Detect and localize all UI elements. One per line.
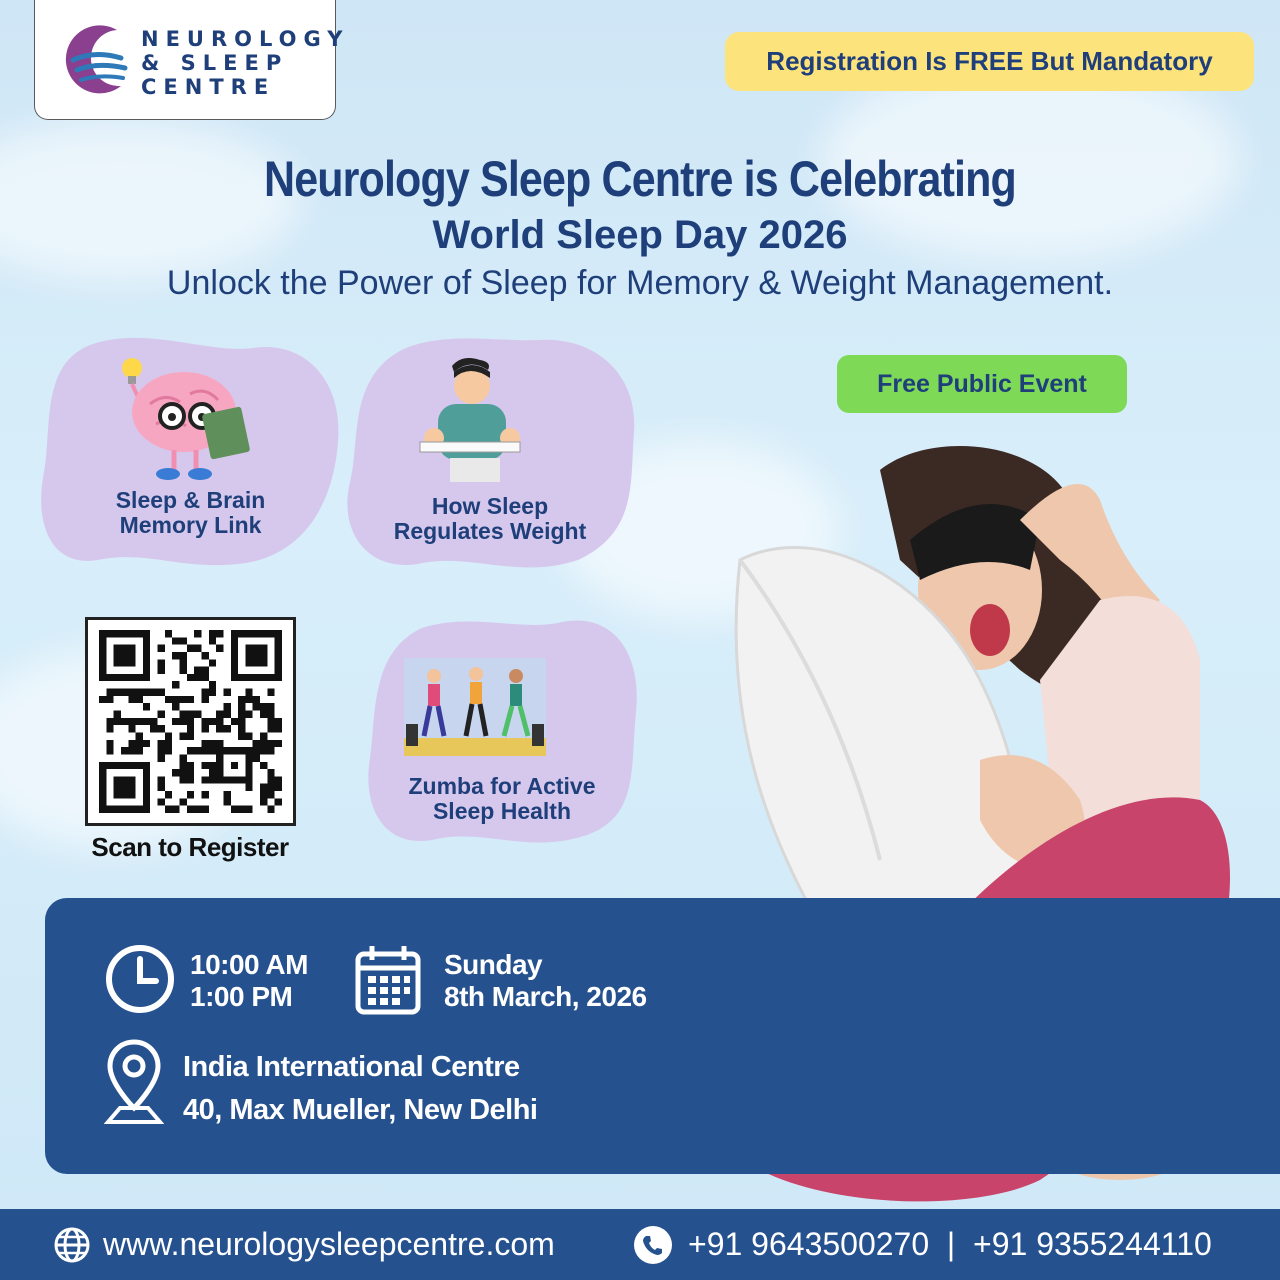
dancers-icon — [404, 658, 546, 756]
clock-icon — [104, 943, 176, 1015]
event-time-start: 10:00 AM — [190, 949, 308, 980]
tagline: Unlock the Power of Sleep for Memory & Weight Management. — [166, 264, 1114, 302]
topic-card-weight — [338, 332, 642, 570]
topic-label: Zumba for Active Sleep Health — [408, 773, 596, 824]
topic-label: How Sleep Regulates Weight — [393, 493, 587, 544]
venue-address: 40, Max Mueller, New Delhi — [183, 1094, 538, 1126]
website-link[interactable]: www.neurologysleepcentre.com — [103, 1226, 555, 1262]
topic-card-zumba — [362, 612, 642, 844]
calendar-icon — [354, 944, 422, 1016]
logo-crescent-icon — [55, 22, 135, 98]
logo-card[interactable] — [34, 0, 350, 120]
event-time — [190, 949, 308, 1013]
topic-card-brain — [38, 332, 343, 570]
page-subtitle: World Sleep Day 2026 — [432, 213, 848, 257]
event-info-panel — [45, 898, 1280, 1174]
phone-numbers[interactable]: +91 9643500270 | +91 9355244110 — [688, 1226, 1212, 1262]
registration-qr-code[interactable] — [85, 617, 296, 826]
logo-text — [141, 27, 350, 99]
event-date — [444, 949, 647, 1013]
measuring-waist-icon — [410, 358, 540, 484]
registration-badge: Registration Is FREE But Mandatory — [725, 32, 1254, 91]
logo-line-1: NEUROLOGY — [141, 27, 350, 51]
logo-line-2: & SLEEP — [141, 51, 289, 75]
location-pin-icon — [104, 1038, 164, 1128]
event-day: Sunday — [444, 949, 543, 980]
free-event-badge: Free Public Event — [837, 355, 1127, 413]
topic-label: Sleep & Brain Memory Link — [115, 487, 266, 538]
event-venue — [183, 1046, 537, 1132]
event-time-end: 1:00 PM — [190, 981, 293, 1012]
page-title: Neurology Sleep Centre is Celebrating — [264, 151, 1016, 207]
venue-name: India International Centre — [183, 1051, 520, 1083]
logo-line-3: CENTRE — [141, 75, 276, 99]
event-date-full: 8th March, 2026 — [444, 981, 647, 1012]
globe-icon — [53, 1226, 91, 1264]
phone-icon — [633, 1225, 673, 1265]
qr-label: Scan to Register — [91, 832, 289, 862]
qr-code-icon — [98, 630, 283, 813]
brain-reading-icon — [120, 354, 260, 484]
